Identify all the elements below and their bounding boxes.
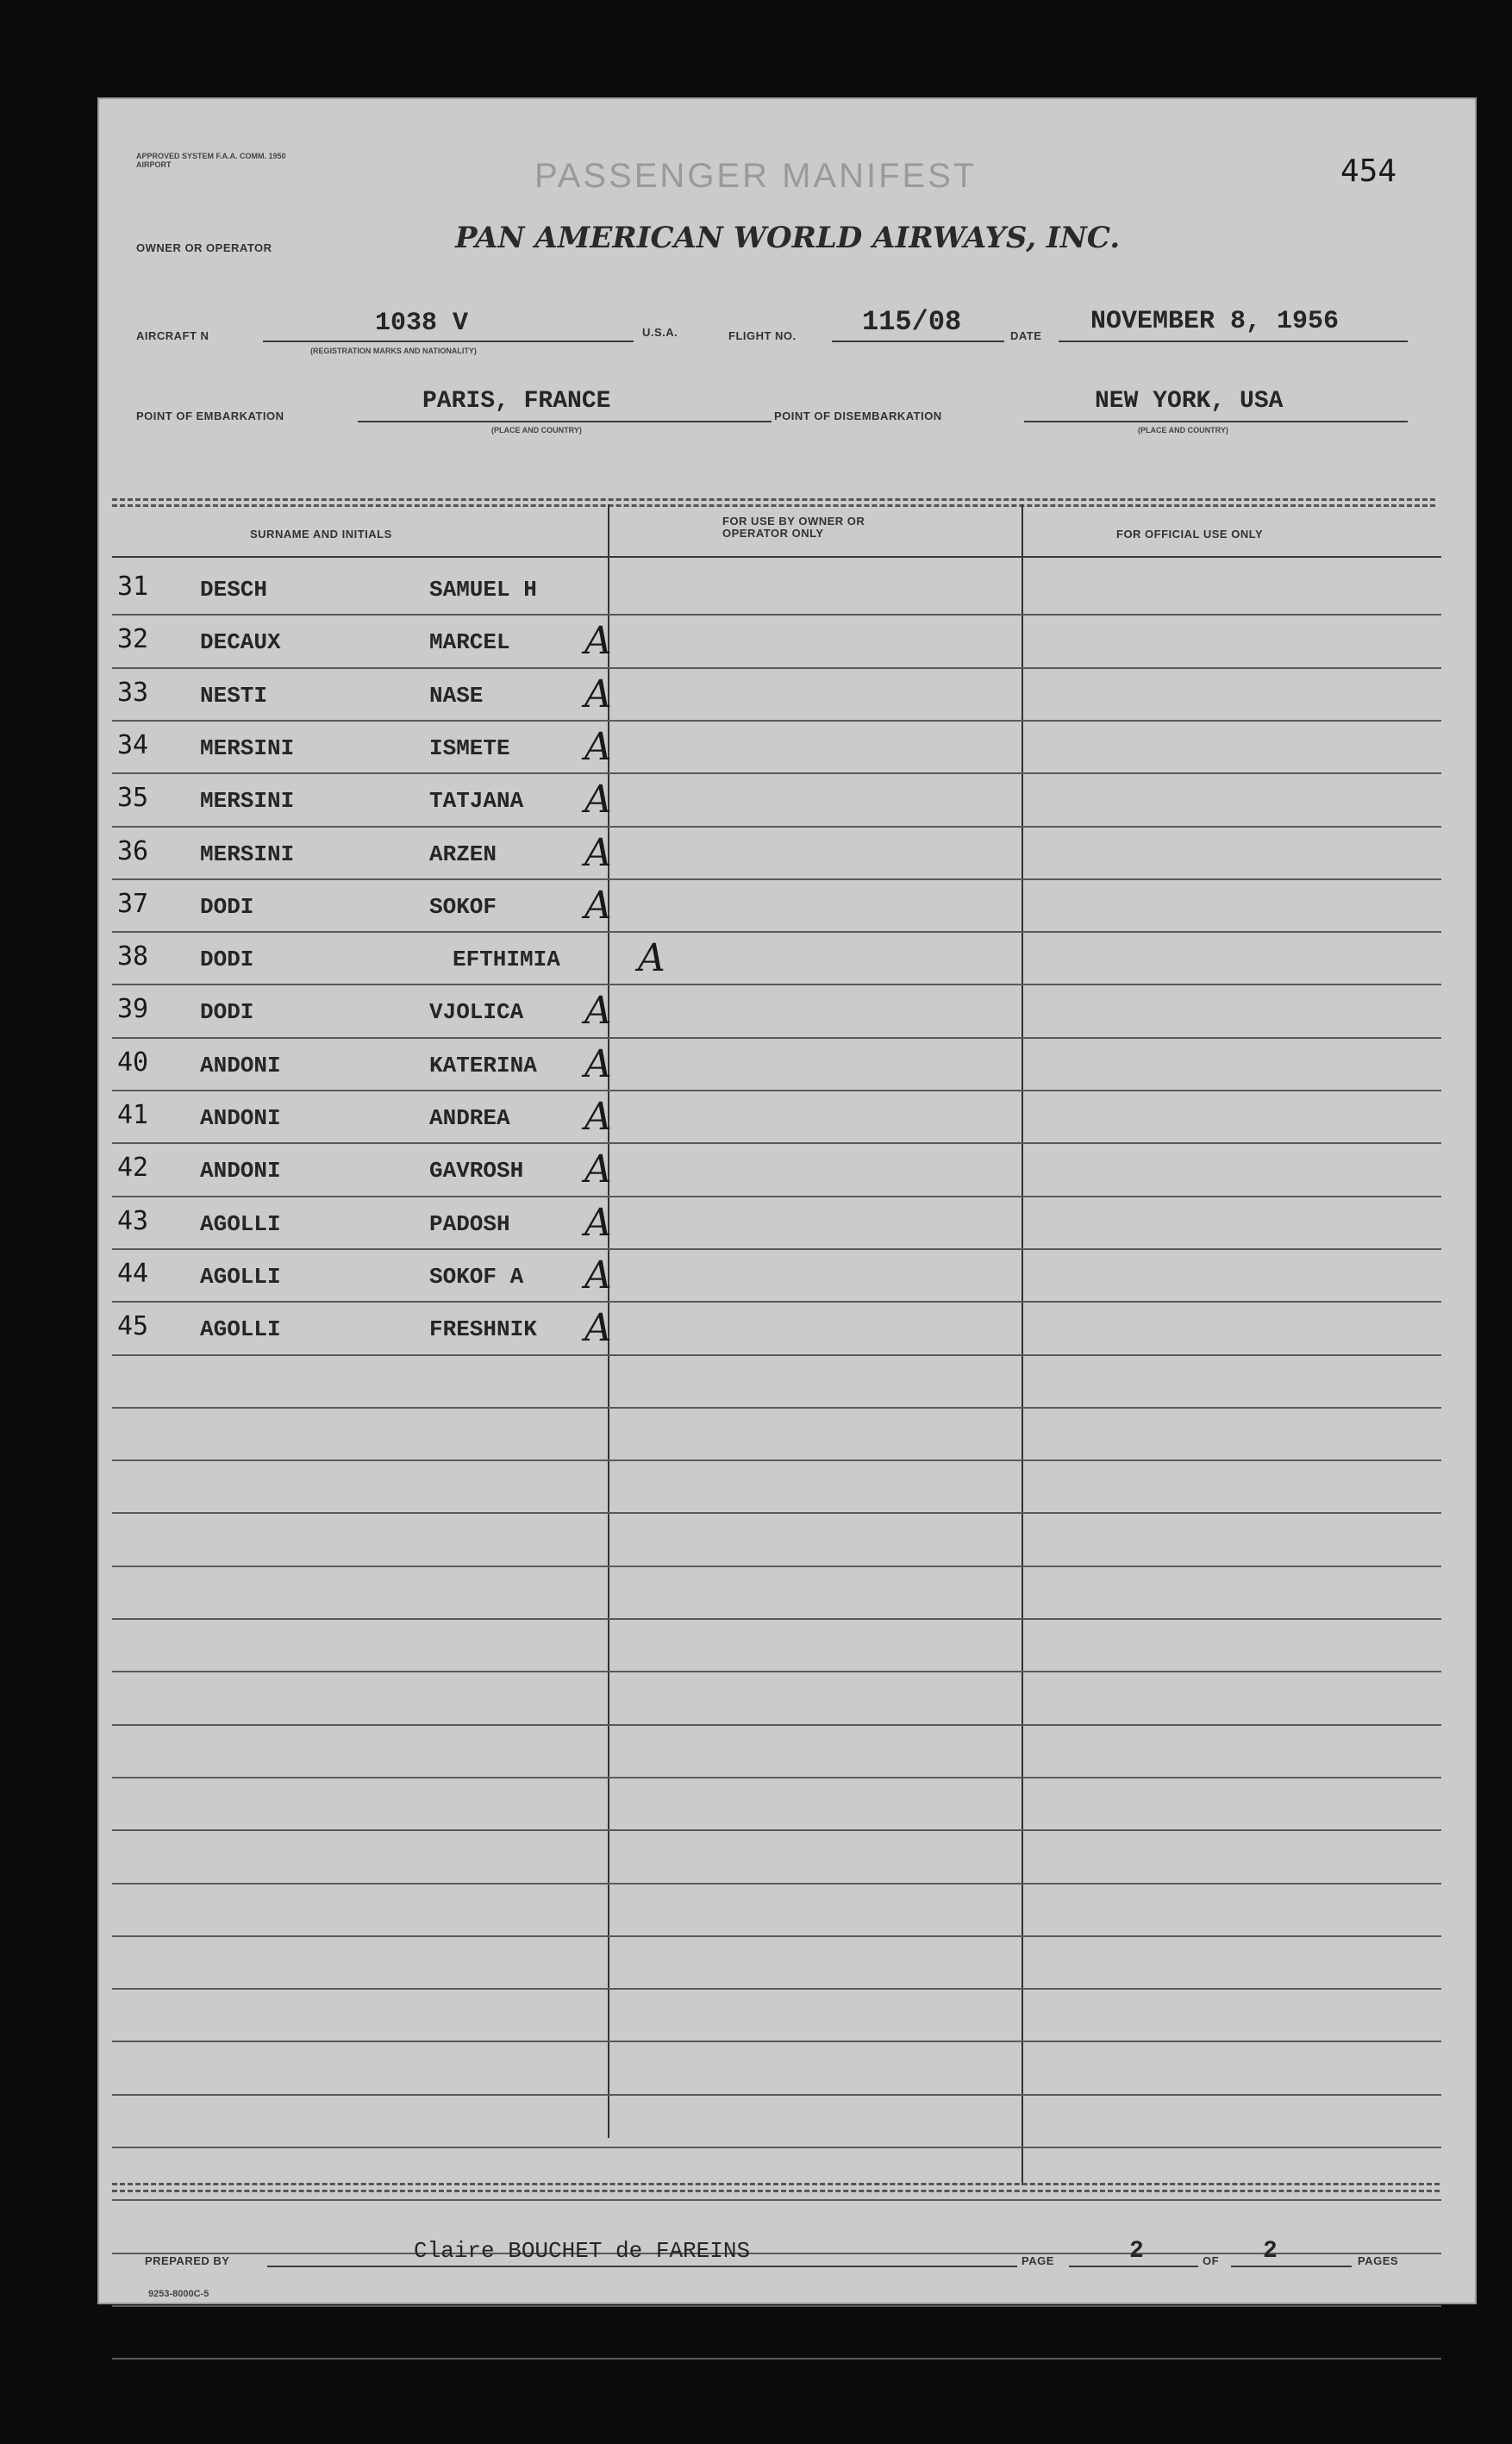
embarkation-value: PARIS, FRANCE — [422, 388, 611, 415]
passenger-check-mark: A — [584, 989, 612, 1034]
ruled-line — [112, 1777, 1441, 1778]
passenger-number: 43 — [117, 1205, 149, 1236]
ruled-line — [112, 1988, 1441, 1990]
aircraft-label: AIRCRAFT N — [136, 329, 209, 342]
ruled-line — [112, 1407, 1441, 1409]
passenger-check-mark: A — [584, 1200, 612, 1245]
ruled-line — [112, 720, 1441, 722]
passenger-given-name: KATERINA — [429, 1052, 537, 1078]
passenger-given-name: GAVROSH — [429, 1158, 524, 1184]
aircraft-caption: (REGISTRATION MARKS AND NATIONALITY) — [310, 347, 477, 355]
passenger-surname: DODI — [200, 947, 254, 973]
passenger-surname: NESTI — [200, 682, 268, 709]
passenger-given-name: MARCEL — [429, 629, 510, 656]
passenger-check-mark: A — [584, 1253, 612, 1297]
passenger-given-name: NASE — [429, 682, 484, 709]
form-number: 9253-8000C-5 — [148, 2289, 209, 2299]
passenger-surname: AGOLLI — [200, 1210, 281, 1237]
ruled-line — [112, 1090, 1441, 1091]
page-current: 2 — [1129, 2238, 1144, 2265]
ruled-line — [112, 1935, 1441, 1937]
passenger-surname: MERSINI — [200, 788, 295, 815]
passenger-check-mark: A — [584, 1147, 612, 1192]
ruled-line — [112, 1566, 1441, 1567]
owner-name: PAN AMERICAN WORLD AIRWAYS, INC. — [455, 221, 1121, 255]
ruled-line — [112, 1460, 1441, 1461]
ruled-line — [112, 1512, 1441, 1514]
passenger-surname: ANDONI — [200, 1052, 281, 1078]
passenger-surname: AGOLLI — [200, 1263, 281, 1290]
ruled-line — [112, 772, 1441, 774]
owner-label: OWNER OR OPERATOR — [136, 241, 272, 254]
ruled-line — [112, 826, 1441, 828]
passenger-check-mark: A — [584, 883, 612, 928]
flight-number: 115/08 — [862, 306, 962, 338]
passenger-number: 41 — [117, 1100, 149, 1130]
passenger-given-name: TATJANA — [429, 788, 524, 815]
approval-stamp: APPROVED SYSTEM F.A.A. COMM. 1950 AIRPORT — [136, 152, 286, 169]
passenger-surname: ANDONI — [200, 1158, 281, 1184]
manifest-sheet — [97, 97, 1477, 2304]
passenger-check-mark: A — [584, 1041, 612, 1086]
passenger-given-name: SOKOF — [429, 893, 497, 920]
passenger-check-mark: A — [584, 778, 612, 822]
ruled-line — [112, 1301, 1441, 1303]
embarkation-caption: (PLACE AND COUNTRY) — [491, 426, 582, 434]
passenger-given-name: FRESHNIK — [429, 1316, 537, 1343]
ruled-line — [112, 1724, 1441, 1726]
passenger-surname: DECAUX — [200, 629, 281, 656]
page-number-handwritten: 454 — [1340, 153, 1397, 189]
ruled-line — [112, 2094, 1441, 2096]
passenger-surname: DODI — [200, 999, 254, 1026]
ruled-line — [112, 1037, 1441, 1039]
page-label: PAGE — [1022, 2254, 1054, 2267]
column-header-surname: SURNAME AND INITIALS — [250, 528, 392, 541]
passenger-number: 42 — [117, 1153, 149, 1184]
ruled-line — [112, 2147, 1441, 2148]
flight-label: FLIGHT NO. — [728, 329, 797, 342]
date-label: DATE — [1010, 329, 1042, 342]
ruled-line — [112, 1829, 1441, 1831]
page-of-label: OF — [1203, 2254, 1220, 2267]
passenger-check-mark: A — [584, 619, 612, 664]
prepared-by-value: Claire BOUCHET de FAREINS — [414, 2238, 751, 2264]
passenger-given-name: SOKOF A — [429, 1263, 524, 1290]
passenger-surname: ANDONI — [200, 1105, 281, 1131]
passenger-number: 38 — [117, 941, 149, 972]
ruled-line — [112, 1671, 1441, 1672]
passenger-number: 32 — [117, 624, 149, 655]
passenger-number: 40 — [117, 1047, 149, 1078]
ruled-line — [112, 2253, 1441, 2254]
disembarkation-label: POINT OF DISEMBARKATION — [774, 409, 942, 422]
ruled-line — [112, 1883, 1441, 1885]
ruled-line — [112, 2305, 1441, 2307]
passenger-check-mark: A — [638, 936, 665, 981]
ruled-line — [112, 614, 1441, 616]
passenger-surname: MERSINI — [200, 734, 295, 761]
ruled-line — [112, 1142, 1441, 1144]
passenger-number: 44 — [117, 1258, 149, 1289]
passenger-given-name: ARZEN — [429, 841, 497, 867]
ruled-line — [112, 2199, 1441, 2201]
passenger-number: 34 — [117, 729, 149, 760]
aircraft-country: U.S.A. — [642, 326, 678, 339]
passenger-number: 33 — [117, 677, 149, 708]
passenger-surname: DESCH — [200, 577, 268, 603]
ruled-line — [112, 878, 1441, 880]
passenger-given-name: EFTHIMIA — [453, 947, 560, 973]
column-divider-2 — [1022, 504, 1023, 2185]
passenger-number: 31 — [117, 572, 149, 602]
ruled-line — [112, 2358, 1441, 2360]
passenger-number: 39 — [117, 994, 149, 1025]
disembarkation-caption: (PLACE AND COUNTRY) — [1138, 426, 1228, 434]
passenger-given-name: SAMUEL H — [429, 577, 537, 603]
column-header-owner-use: FOR USE BY OWNER OR OPERATOR ONLY — [722, 515, 865, 540]
aircraft-number: 1038 V — [375, 309, 469, 338]
passenger-surname: AGOLLI — [200, 1316, 281, 1343]
passenger-number: 37 — [117, 888, 149, 919]
passenger-given-name: PADOSH — [429, 1210, 510, 1237]
embarkation-label: POINT OF EMBARKATION — [136, 409, 284, 422]
flight-date: NOVEMBER 8, 1956 — [1090, 307, 1340, 336]
ruled-line — [112, 1196, 1441, 1197]
passenger-check-mark: A — [584, 1095, 612, 1139]
passenger-check-mark: A — [584, 830, 612, 875]
passenger-check-mark: A — [584, 724, 612, 769]
ruled-line — [112, 1354, 1441, 1356]
prepared-by-label: PREPARED BY — [145, 2254, 230, 2267]
page-total: 2 — [1263, 2238, 1278, 2265]
disembarkation-value: NEW YORK, USA — [1095, 388, 1284, 415]
form-title: PASSENGER MANIFEST — [534, 157, 978, 195]
ruled-line — [112, 931, 1441, 933]
passenger-given-name: ANDREA — [429, 1105, 510, 1131]
ruled-line — [112, 984, 1441, 985]
passenger-given-name: VJOLICA — [429, 999, 524, 1026]
ruled-line — [112, 1618, 1441, 1620]
column-header-official-use: FOR OFFICIAL USE ONLY — [1116, 528, 1264, 541]
passenger-number: 35 — [117, 783, 149, 814]
passenger-number: 36 — [117, 835, 149, 866]
passenger-number: 45 — [117, 1311, 149, 1342]
ruled-line — [112, 2041, 1441, 2042]
passenger-check-mark: A — [584, 672, 612, 716]
pages-suffix: PAGES — [1358, 2254, 1399, 2267]
passenger-surname: MERSINI — [200, 841, 295, 867]
passenger-check-mark: A — [584, 1306, 612, 1351]
passenger-surname: DODI — [200, 893, 254, 920]
ruled-line — [112, 1248, 1441, 1250]
passenger-given-name: ISMETE — [429, 734, 510, 761]
ruled-line — [112, 667, 1441, 669]
